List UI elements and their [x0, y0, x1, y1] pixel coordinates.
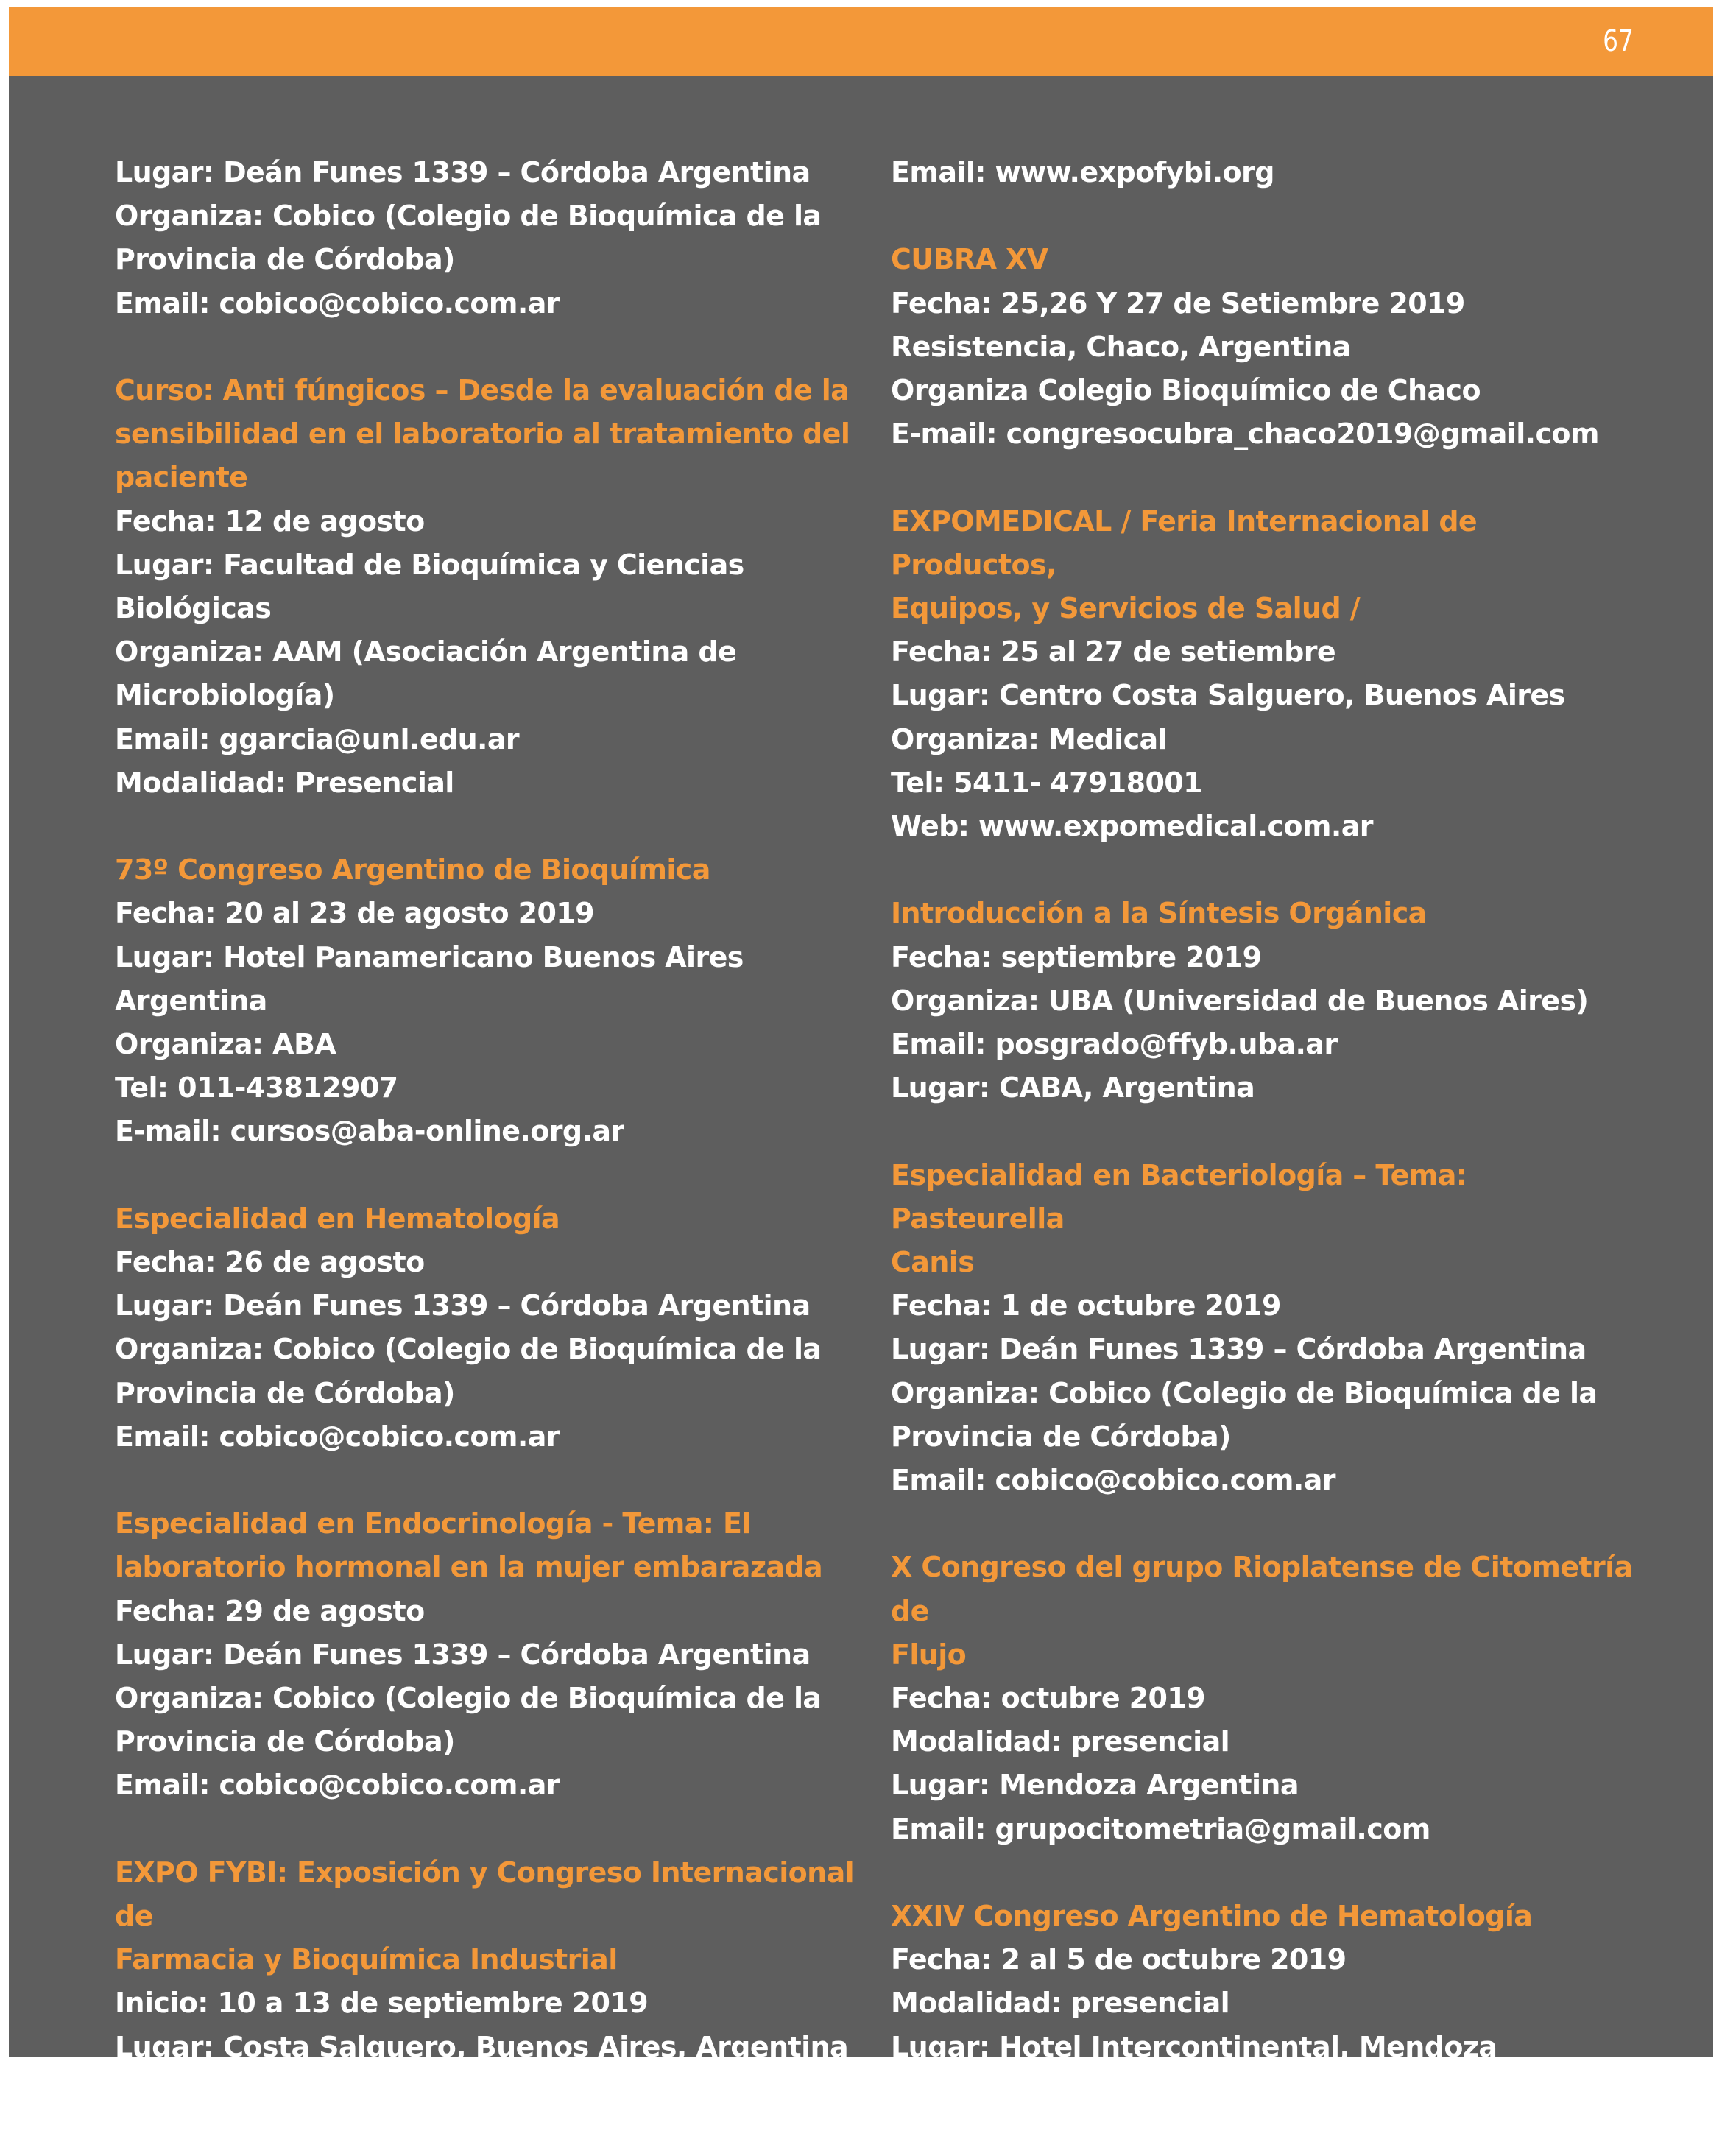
event-title: X Congreso del grupo Rioplatense de Citometría de Flujo — [891, 1551, 1633, 1671]
event-detail: Modalidad: presencial — [891, 1725, 1230, 1758]
event-detail: Email: www.expofybi.org — [891, 156, 1274, 189]
event-detail: Fecha: 25 al 27 de setiembre — [891, 635, 1336, 669]
event-detail: E-mail: cursos@aba-online.org.ar — [115, 1115, 624, 1148]
event-detail: Web: www.expomedical.com.ar — [891, 810, 1373, 843]
event-detail: Modalidad: presencial — [891, 1987, 1230, 2020]
event-detail: Fecha: octubre 2019 — [891, 1682, 1205, 1715]
event-detail: Lugar: Costa Salguero, Buenos Aires, Argentina — [115, 2030, 848, 2063]
event-title: Introducción a la Síntesis Orgánica — [891, 897, 1427, 930]
left-column — [115, 151, 858, 2113]
event-detail: Email: cobico@cobico.com.ar — [115, 1420, 560, 1453]
event-detail: Email: cobico@cobico.com.ar — [115, 1769, 560, 1802]
event-detail: Tel: 011-43812907 — [115, 1071, 398, 1105]
event-detail: Email: grupocitometria@gmail.com — [891, 1812, 1430, 1845]
event-detail: Organiza: UBA (Universidad de Buenos Aires) — [891, 984, 1589, 1017]
event-detail: Organiza: Cobico (Colegio de Bioquímica de la Provincia de Córdoba) — [891, 1376, 1598, 1453]
event-title: CUBRA XV — [891, 243, 1048, 276]
event-entry — [115, 1851, 858, 2069]
event-detail: Lugar: Deán Funes 1339 – Córdoba Argentina — [115, 1638, 811, 1671]
event-title: Especialidad en Bacteriología – Tema: Pasteurella Canis — [891, 1158, 1467, 1279]
event-detail: Fecha: 25,26 Y 27 de Setiembre 2019 — [891, 286, 1465, 320]
event-entry — [891, 892, 1634, 1110]
event-title: Especialidad en Hematología — [115, 1202, 560, 1235]
event-detail: Fecha: septiembre 2019 — [891, 940, 1262, 973]
event-entry — [891, 1895, 1634, 2113]
event-entry — [891, 1546, 1634, 1850]
event-detail: Email: cobico@cobico.com.ar — [891, 1464, 1335, 1497]
event-detail: Lugar: Deán Funes 1339 – Córdoba Argentina — [115, 1289, 811, 1322]
event-entry — [115, 151, 858, 325]
event-detail: Fecha: 12 de agosto — [115, 504, 425, 538]
event-detail: Lugar: Facultad de Bioquímica y Ciencias Biológicas — [115, 548, 744, 625]
event-detail: Organiza: Medical — [891, 722, 1167, 755]
page-number: 67 — [1603, 24, 1634, 58]
header-bar — [9, 7, 1713, 76]
event-detail: Lugar: Deán Funes 1339 – Córdoba Argentina — [115, 156, 811, 189]
event-detail: Lugar: CABA, Argentina — [891, 1071, 1255, 1105]
event-title: Curso: Anti fúngicos – Desde la evaluación de la sensibilidad en el laboratorio al tratamiento del paciente — [115, 374, 850, 494]
event-title: 73º Congreso Argentino de Bioquímica — [115, 853, 710, 887]
event-detail: Email: cobico@cobico.com.ar — [115, 286, 560, 320]
event-entry — [891, 238, 1634, 456]
event-detail: Tel: 5411- 47918001 — [891, 766, 1202, 799]
event-detail: Fecha: 20 al 23 de agosto 2019 — [115, 897, 594, 930]
event-entry — [115, 369, 858, 805]
event-entry — [115, 1197, 858, 1459]
event-title: Especialidad en Endocrinología - Tema: El laboratorio hormonal en la mujer embarazada — [115, 1507, 823, 1584]
event-entry — [891, 1154, 1634, 1503]
event-detail: Organiza: Cobico (Colegio de Bioquímica de la Provincia de Córdoba) — [115, 1682, 822, 1758]
event-detail: Lugar: Hotel Intercontinental, Mendoza Argentina — [891, 2030, 1497, 2107]
event-detail: Organiza: Cobico (Colegio de Bioquímica de la Provincia de Córdoba) — [115, 200, 822, 276]
event-detail: Organiza: AAM (Asociación Argentina de Microbiología) — [115, 635, 737, 712]
event-detail: Fecha: 29 de agosto — [115, 1594, 425, 1627]
event-detail: Modalidad: Presencial — [115, 766, 454, 799]
event-entry — [891, 151, 1634, 194]
event-detail: Email: ggarcia@unl.edu.ar — [115, 722, 520, 755]
event-detail: Lugar: Mendoza Argentina — [891, 1769, 1299, 1802]
event-entry — [115, 848, 858, 1153]
event-detail: Lugar: Hotel Panamericano Buenos Aires Argentina — [115, 940, 744, 1017]
event-detail: Lugar: Centro Costa Salguero, Buenos Aires — [891, 679, 1565, 712]
event-detail: Fecha: 26 de agosto — [115, 1246, 425, 1279]
right-column — [891, 151, 1634, 2156]
event-entry — [891, 500, 1634, 849]
event-detail: Organiza: Cobico (Colegio de Bioquímica de la Provincia de Córdoba) — [115, 1333, 822, 1409]
event-detail: Organiza Colegio Bioquímico de Chaco — [891, 374, 1481, 406]
event-title: EXPOMEDICAL / Feria Internacional de Productos, Equipos, y Servicios de Salud / — [891, 504, 1478, 624]
event-detail: E-mail: congresocubra_chaco2019@gmail.com — [891, 418, 1599, 451]
event-title: XXIV Congreso Argentino de Hematología — [891, 1900, 1533, 1933]
event-detail: Resistencia, Chaco, Argentina — [891, 330, 1351, 363]
event-detail: Lugar: Deán Funes 1339 – Córdoba Argentina — [891, 1333, 1587, 1366]
event-title: EXPO FYBI: Exposición y Congreso Internacional de Farmacia y Bioquímica Industrial — [115, 1856, 855, 1976]
event-detail: Inicio: 10 a 13 de septiembre 2019 — [115, 1987, 649, 2020]
event-detail: Organiza: ABA — [115, 1028, 336, 1061]
event-detail: Email: posgrado@ffyb.uba.ar — [891, 1028, 1338, 1061]
event-detail: Fecha: 1 de octubre 2019 — [891, 1289, 1281, 1322]
event-detail: Fecha: 2 al 5 de octubre 2019 — [891, 1943, 1347, 1976]
event-entry — [115, 1502, 858, 1807]
